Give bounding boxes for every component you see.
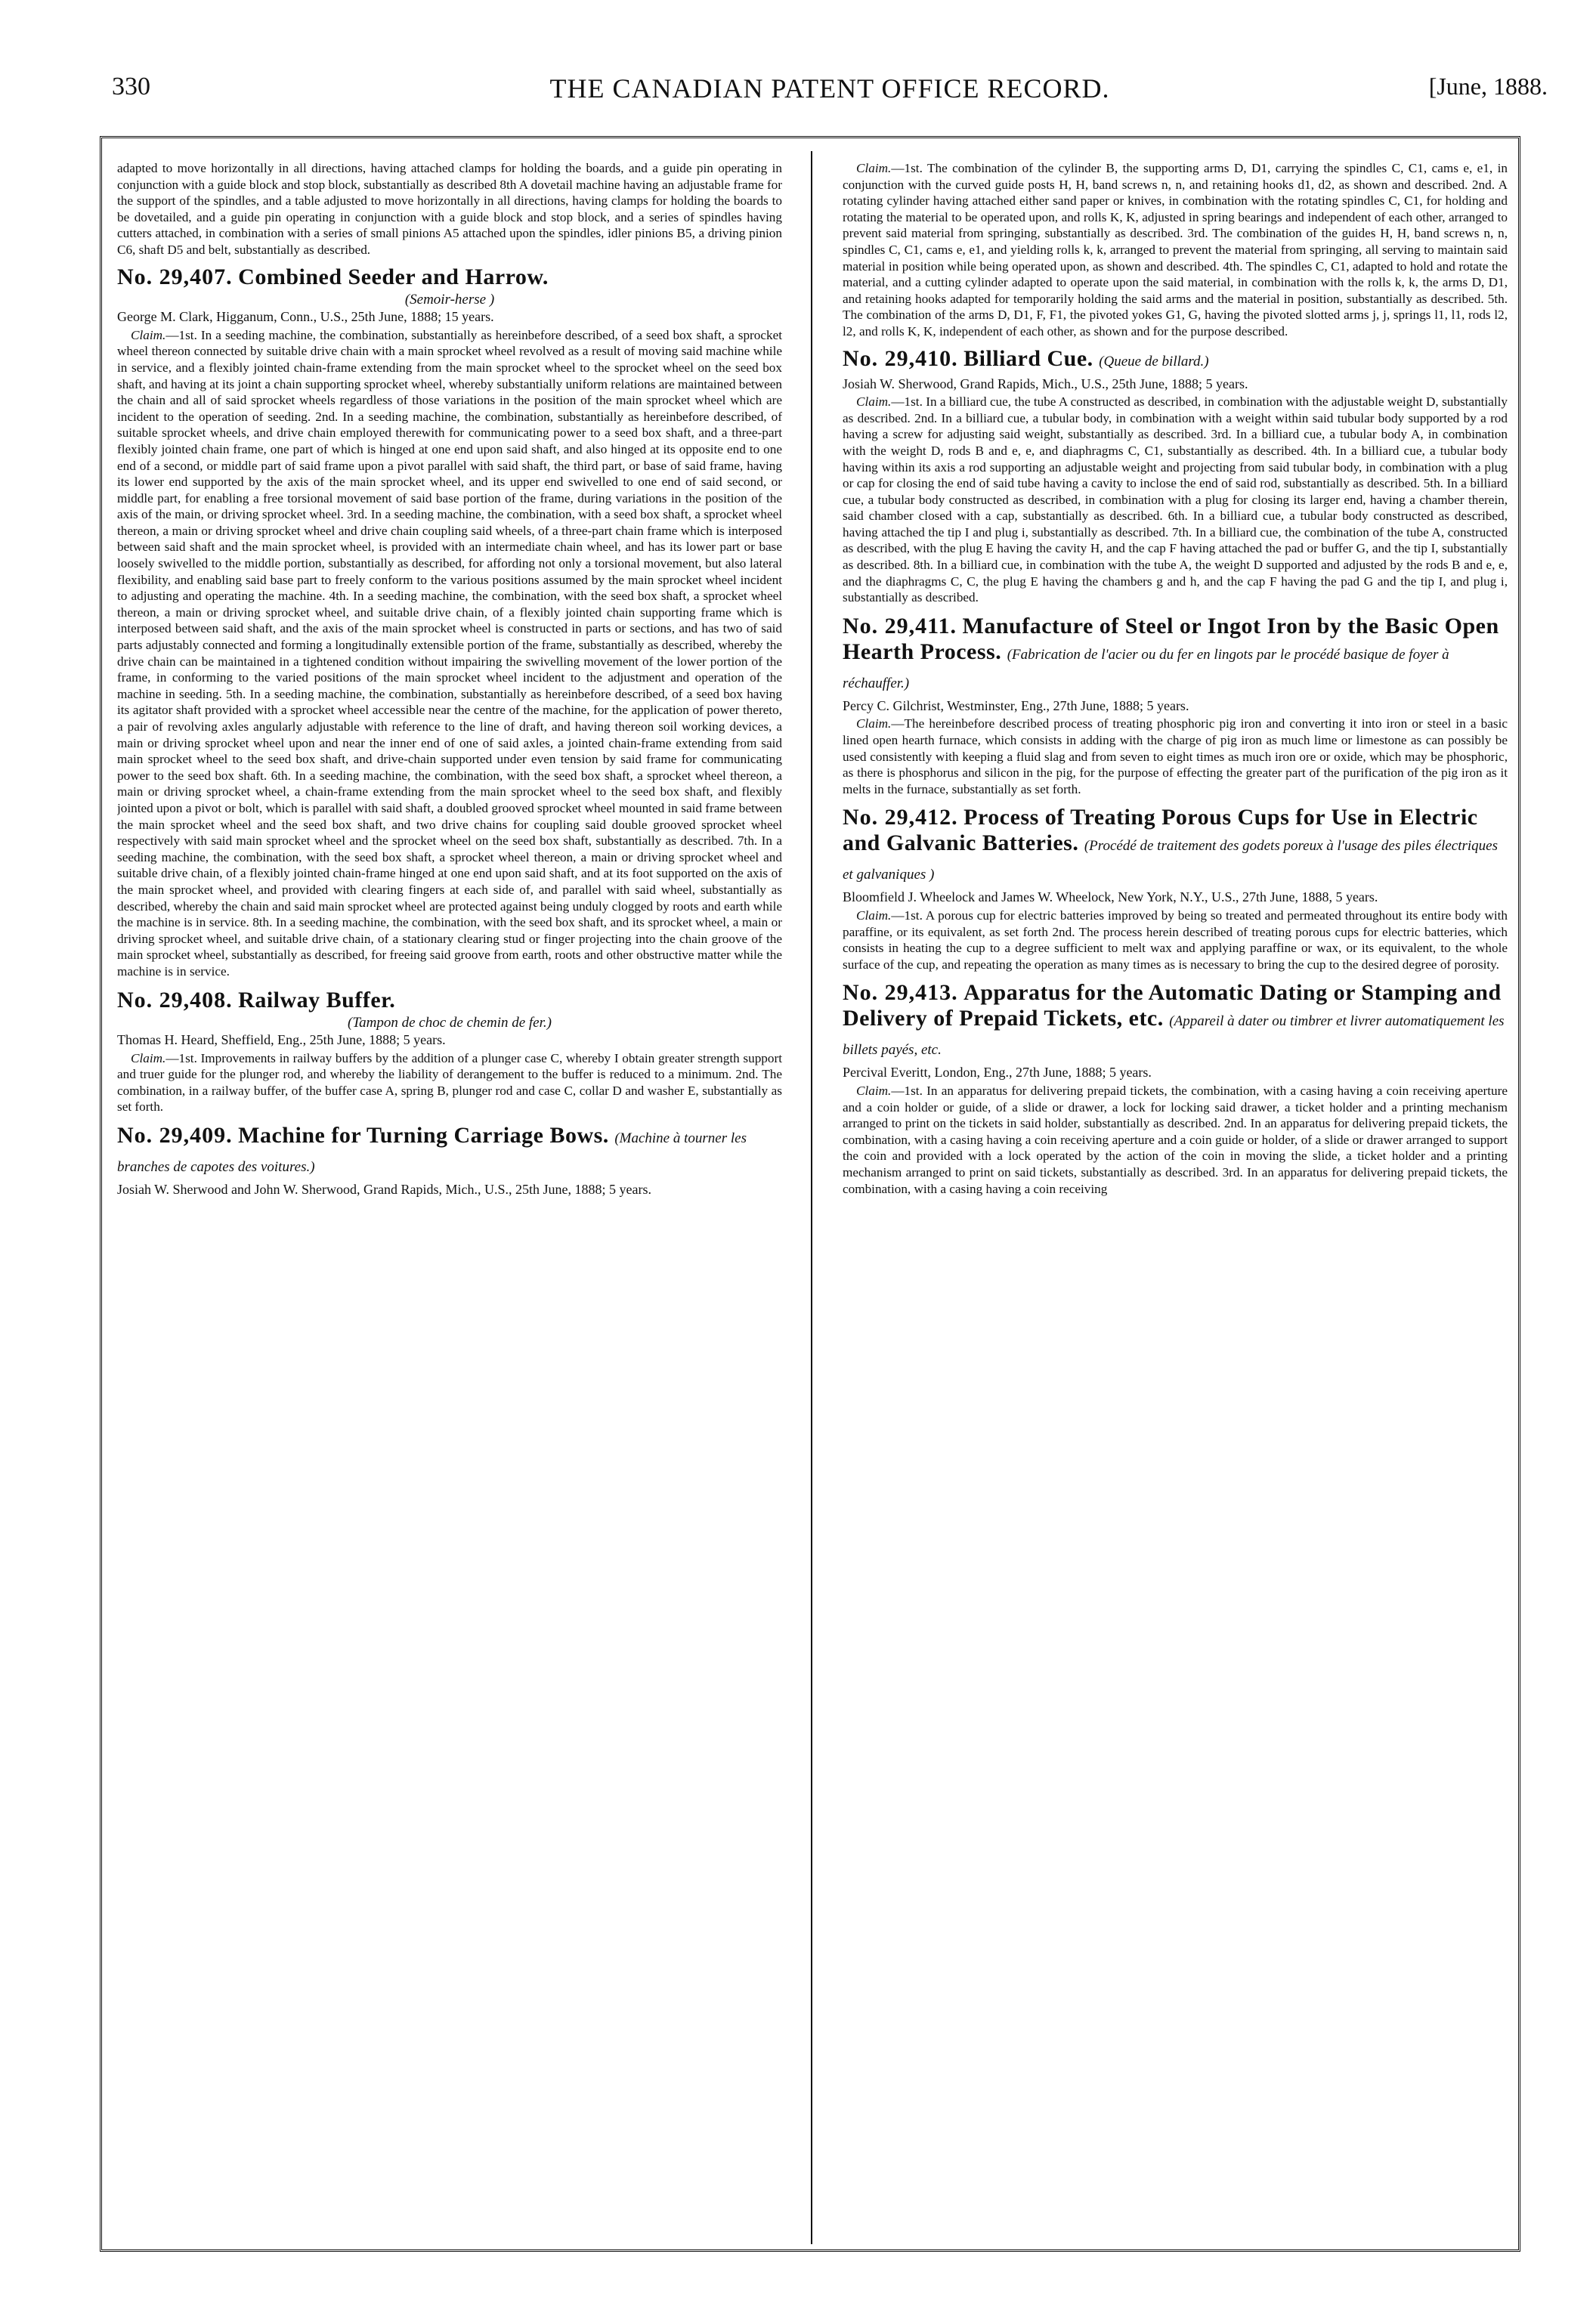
patent-entry-29409 xyxy=(117,1123,782,1198)
claim-body: —1st. In an apparatus for delivering prepaid tickets, the combination, with a casing having a coin receiving aperture and a coin holder or guide, of a slide or drawer, a lock for locking said drawer, a ticket holder and a printing mechanism arranged to print on the tickets in said holder, substantially as described. 2nd. In an apparatus for delivering prepaid tickets, the combination, with a casing having a coin receiving aperture and a coin guide or holder, of a slide or drawer arranged to support the coin and provided with a lock operated by the action of the coin in moving the slide, a ticket holder and a printing mechanism arranged to print on said tickets, substantially as described. 3rd. In an apparatus for delivering prepaid tickets, the combination, with a casing having a coin receiving xyxy=(843,1083,1508,1196)
patent-number: No. 29,413. xyxy=(843,980,958,1006)
french-title: (Tampon de choc de chemin de fer.) xyxy=(348,1014,552,1031)
inventor-line: George M. Clark, Higganum, Conn., U.S., 25th June, 1888; 15 years. xyxy=(117,309,494,325)
patent-number: No. 29,410. xyxy=(843,345,958,371)
patent-entry-29408 xyxy=(117,988,782,1116)
inventor-line: Bloomfield J. Wheelock and James W. Wheelock, New York, N.Y., U.S., 27th June, 1888, 5 years. xyxy=(843,889,1378,905)
claim-body: —1st. The combination of the cylinder B, the supporting arms D, D1, carrying the spindles C, C1, cams e, e1, in conjunction with the curved guide posts H, H, band screws n, n, and retaining hooks d1, d2, as shown and described. 2nd. A rotating cylinder having attached either sand paper or knives, in combination with the rotating spindles C, C1, for holding and rotating the material to be operated upon, and rolls K, K, adjusted in spring bearings and independent of each other, arranged to prevent said material from springing, substantially as described. 3rd. The combination of the guides H, H, band screws n, n, spindles C, C1, cams e, e1, and yielding rolls k, k, arranged to prevent the material from springing, all serving to maintain said material in position while being operated upon, as shown and described. 4th. The spindles C, C1, adapted to hold and rotate the material, and a cutting cylinder adapted to operate upon the said material, in combination with the rolls k, k, the arms D, D1, and retaining hooks adapted for temporarily holding the said arms and the material in position, substantially as described. 5th. The combination of the arms D, D1, F, F1, the pivoted yokes G1, G, having the pivoted slotted arms j, j, springs l1, l1, rods l2, l2, and rolls K, K, independent of each other, as shown and for the purpose described. xyxy=(843,161,1508,339)
claim-text xyxy=(843,1083,1508,1197)
claim-text xyxy=(117,1050,782,1115)
left-column xyxy=(117,160,782,2234)
patent-number: No. 29,407. xyxy=(117,264,233,289)
patent-number: No. 29,411. xyxy=(843,613,957,638)
patent-number: No. 29,409. xyxy=(117,1123,233,1149)
french-title: (Procédé de traitement des godets poreux à l'usage des piles électriques et galvaniques ) xyxy=(843,838,1499,883)
page-number: 330 xyxy=(112,73,150,100)
claim-body: —1st. In a billiard cue, the tube A constructed as described, in combination with the adjustable weight D, substantially as described. 2nd. In a billiard cue, a tubular body, in combination with a weight within said tubular body supported by a rod having a screw for adjusting said weight, substantially as described. 3rd. In a billiard cue, a tubular body A, in combination with the weight D, rods B and e, e, and diaphragms C, C1, substantially as described. 4th. In a billiard cue, a tubular body having within its axis a rod supporting an adjustable weight and projecting from said tubular body, in combination with a plug or cap for closing the end of said tube having a cavity to inclose the end of said rod, substantially as described. 5th. In a billiard cue, a tubular body constructed as described, in combination with a plug for closing its larger end, having a chamber therein, said chamber closed with a cap, substantially as described. 6th. In a billiard cue, a tubular body constructed as described, having attached the tip I and plug i, substantially as described. 7th. In a billiard cue, the combination of the tube A, constructed as described, with the plug E having the cavity H, and the cap F having attached the pad or buffer G, and the tip I, substantially as described. 8th. In a billiard cue, in combination with the tube A, the weight D supported and adjusted by the rods B and e, e, and the diaphragms C, C, the plug E having the chambers g and h, and the cap F having the pad G and the tip I, and plug i, substantially as described. xyxy=(843,394,1508,605)
inventor-line: Josiah W. Sherwood and John W. Sherwood, Grand Rapids, Mich., U.S., 25th June, 1888; 5 years. xyxy=(117,1182,651,1198)
patent-title: Apparatus for the Automatic Dating or Stamping and Delivery of Prepaid Tickets, etc. xyxy=(843,980,1502,1031)
entry-heading xyxy=(843,614,1508,697)
claim-label: Claim. xyxy=(131,1050,166,1065)
inventor-line: Josiah W. Sherwood, Grand Rapids, Mich., U.S., 25th June, 1888; 5 years. xyxy=(843,376,1248,391)
french-title: (Semoir-herse ) xyxy=(404,291,495,308)
patent-title: Machine for Turning Carriage Bows. xyxy=(238,1123,609,1149)
publication-title: THE CANADIAN PATENT OFFICE RECORD. xyxy=(549,73,1110,104)
continuation-text: adapted to move horizontally in all directions, having attached clamps for holding the boards, and a guide pin operating in conjunction with a guide block and stop block, substantially as described 8th A dovetail machine having an adjustable frame for the support of the spindles, and a table adjusted to move horizontally in all directions, having clamps for holding the boards to be dovetailed, and a guide pin operating in conjunction with a guide block and stop block, and a series of spindles having cutters attached, in combination with a series of small pinions A5 attached upon the spindles, idler pinions B5, a driving pinion C6, shaft D5 and belt, substantially as described. xyxy=(117,161,782,257)
claim-body: —1st. A porous cup for electric batteries improved by being so treated and permeated throughout its entire body with paraffine, or its equivalent, as set forth 2nd. The process herein described of treating porous cups for electric batteries, which consists in heating the cup to a degree sufficient to melt wax and applying paraffine or wax, or its equivalent, to the whole surface of the cup, and repeating the operation as many times as is necessary to bring the cup to the desired degree of porosity. xyxy=(843,908,1508,972)
entry-heading xyxy=(843,805,1508,888)
claim-body: —The hereinbefore described process of treating phosphoric pig iron and converting it into iron or steel in a basic lined open hearth furnace, which consists in adding with the charge of pig iron as much lime or limestone as can possibly be used consistently with keeping a fluid slag and from seven to eight times as much iron ore or oxide, which may be phosphoric, as there is phosphorus and silicon in the pig, for the purpose of effecting the greater part of the purification of the pig iron as it melts in the furnace, substantially as set forth. xyxy=(843,716,1508,796)
inventor-line: Thomas H. Heard, Sheffield, Eng., 25th June, 1888; 5 years. xyxy=(117,1032,446,1048)
claim-text-29409 xyxy=(843,160,1508,340)
claim-label: Claim. xyxy=(856,1083,892,1098)
patent-number: No. 29,408. xyxy=(117,987,233,1013)
patent-title: Process of Treating Porous Cups for Use in Electric and Galvanic Batteries. xyxy=(843,805,1478,856)
inventor-line: Percy C. Gilchrist, Westminster, Eng., 27th June, 1888; 5 years. xyxy=(843,697,1189,713)
patent-entry-29411 xyxy=(843,614,1508,798)
right-column xyxy=(843,160,1508,2234)
claim-body: —1st. Improvements in railway buffers by the addition of a plunger case C, whereby I obtain greater strength support and truer guide for the plunger rod, and whereby the liability of derangement to the buffer is reduced to a minimum. 2nd. The combination, in a railway buffer, of the buffer case A, spring B, plunger rod and case C, collar D and washer E, substantially as set forth. xyxy=(117,1050,782,1115)
french-title: (Queue de billard.) xyxy=(1099,353,1209,369)
patent-title: Combined Seeder and Harrow. xyxy=(238,264,549,289)
claim-body: —1st. In a seeding machine, the combination, substantially as hereinbefore described, of a seed box shaft, a sprocket wheel thereon connected by suitable drive chain with a main sprocket wheel revolved as a result of moving said machine while in service, and a flexibly jointed chain-frame extending from the main sprocket wheel to the sprocket wheel on the seed box shaft, and having at its joint a chain supporting sprocket wheel, whereby substantially uniform relations are maintained between the chain and all of said sprocket wheels regardless of those variations in the position of the main sprocket wheel which are incident to the operation of seeding. 2nd. In a seeding machine, the combination, substantially as hereinbefore described, of suitable sprocket wheels, and drive chain employed therewith for communicating power to a seed box shaft, and a three-part flexibly jointed chain frame, one part of which is hinged at one end upon said shaft, and also hinged at its opposite end to one end of a second, or middle part of said frame upon a pivot parallel with said shaft, the third part, or base of said frame, having its lower end supported by the axis of the main sprocket wheel, and its upper end swivelled to one end of said second, or middle part, for enabling a free torsional movement of said base portion of the frame, during variations in the position of the axis of the main, or driving sprocket wheel. 3rd. In a seeding machine, the combination, with a seed box shaft, a sprocket wheel thereon, a main or driving sprocket wheel and drive chain coupling said wheels, of a three-part chain frame which is interposed between said shaft and the main sprocket wheel, is provided with an intermediate chain wheel, and has its lower part or base loosely swivelled to the middle portion, substantially as described, for affording not only a torsional movement, but also lateral flexibility, and enabling said base part to freely conform to the various positions assumed by the main sprocket wheel incident to adjusting and operating the machine. 4th. In a seeding machine, the combination, with the seed box shaft, a sprocket wheel thereon, a main or driving sprocket wheel, and suitable drive chain, of a flexibly jointed chain supporting frame which is interposed between said shaft, and the axis of the main sprocket wheel is constructed in parts or sections, and has two of said parts adjustably connected and forming a longitudinally extensible portion of the frame, substantially as described, whereby the drive chain can be maintained in a tightened condition without impairing the swivelling movement of the lower portion of the frame, in conforming to the varied positions of the main sprocket wheel incident to the adjustment and operation of the machine in seeding. 5th. In a seeding machine, the combination, substantially as hereinbefore described, of a seed box having its agitator shaft provided with a sprocket wheel accessible near the centre of the machine, for the application of power thereto, a pair of revolving axles angularly adjustable with reference to the line of draft, and having thereon soil working devices, a main or driving sprocket wheel upon and near the inner end of one of said axles, a jointed chain-frame extending from said main sprocket wheel to the seed box shaft, and drive-chain supported under even tension by said frame for communicating power to the seed box shaft. 6th. In a seeding machine, the combination, with the seed box shaft, a sprocket wheel thereon, a main or driving sprocket wheel, a chain-frame extending from the main sprocket wheel to the seed box shaft, and flexibly jointed upon a pivot or bolt, which is parallel with said shaft, a doubled grooved sprocket wheel mounted in said frame between the main sprocket wheel and the seed box shaft, and two drive chains for coupling said double grooved sprocket wheel respectively with said main sprocket wheel and the sprocket wheel on the seed box shaft, substantially as described. 7th. In a seeding machine, the combination, with the seed box shaft, a sprocket wheel thereon, a main or driving sprocket wheel and suitable drive chain, of a flexibly jointed chain-frame hinged at one end upon said shaft, and at its foot supported on the axis of the main sprocket wheel, and provided with clearing fingers at each side of, and parallel with said wheel, substantially as described, whereby the chain and said main sprocket wheel are protected against being unduly clogged by roots and earth while the machine is in service. 8th. In a seeding machine, the combination, with the seed box shaft, and its sprocket wheel, a main or driving sprocket wheel, and suitable drive chain, of a stationary clearing stud or finger projecting into the chain groove of the main sprocket wheel, substantially as described, for freeing said groove from earth, roots and other obstructive matter while the machine is in service. xyxy=(117,327,782,979)
french-title: (Appareil à dater ou timbrer et livrer automatiquement les billets payés, etc. xyxy=(843,1013,1505,1059)
issue-date: [June, 1888. xyxy=(1428,73,1548,100)
claim-text xyxy=(843,394,1508,606)
claim-text xyxy=(843,716,1508,797)
french-title: (Fabrication de l'acier ou du fer en lingots par le procédé basique de foyer à réchauffer.) xyxy=(843,646,1449,691)
entry-heading xyxy=(117,988,782,1013)
claim-label: Claim. xyxy=(856,394,892,410)
claim-label: Claim. xyxy=(856,908,892,923)
patent-entry-29407 xyxy=(117,264,782,980)
patent-entry-29412 xyxy=(843,805,1508,972)
claim-label: Claim. xyxy=(856,716,892,731)
claim-label: Claim. xyxy=(131,327,166,342)
patent-title: Billiard Cue. xyxy=(963,345,1093,371)
column-divider xyxy=(811,151,812,2244)
french-title: (Machine à tourner les branches de capotes des voitures.) xyxy=(117,1130,747,1176)
entry-heading xyxy=(843,980,1508,1063)
patent-number: No. 29,412. xyxy=(843,805,958,830)
entry-heading xyxy=(843,346,1508,375)
entry-heading xyxy=(117,1123,782,1180)
patent-title: Railway Buffer. xyxy=(238,987,396,1013)
entry-heading xyxy=(117,264,782,290)
claim-label: Claim. xyxy=(856,161,892,175)
inventor-line: Percival Everitt, London, Eng., 27th June, 1888; 5 years. xyxy=(843,1065,1152,1081)
claim-text xyxy=(117,327,782,980)
page-header xyxy=(112,73,1548,118)
patent-entry-29413 xyxy=(843,980,1508,1197)
claim-text xyxy=(843,907,1508,972)
patent-title: Manufacture of Steel or Ingot Iron by the Basic Open Hearth Process. xyxy=(843,613,1499,664)
patent-entry-29410 xyxy=(843,346,1508,606)
